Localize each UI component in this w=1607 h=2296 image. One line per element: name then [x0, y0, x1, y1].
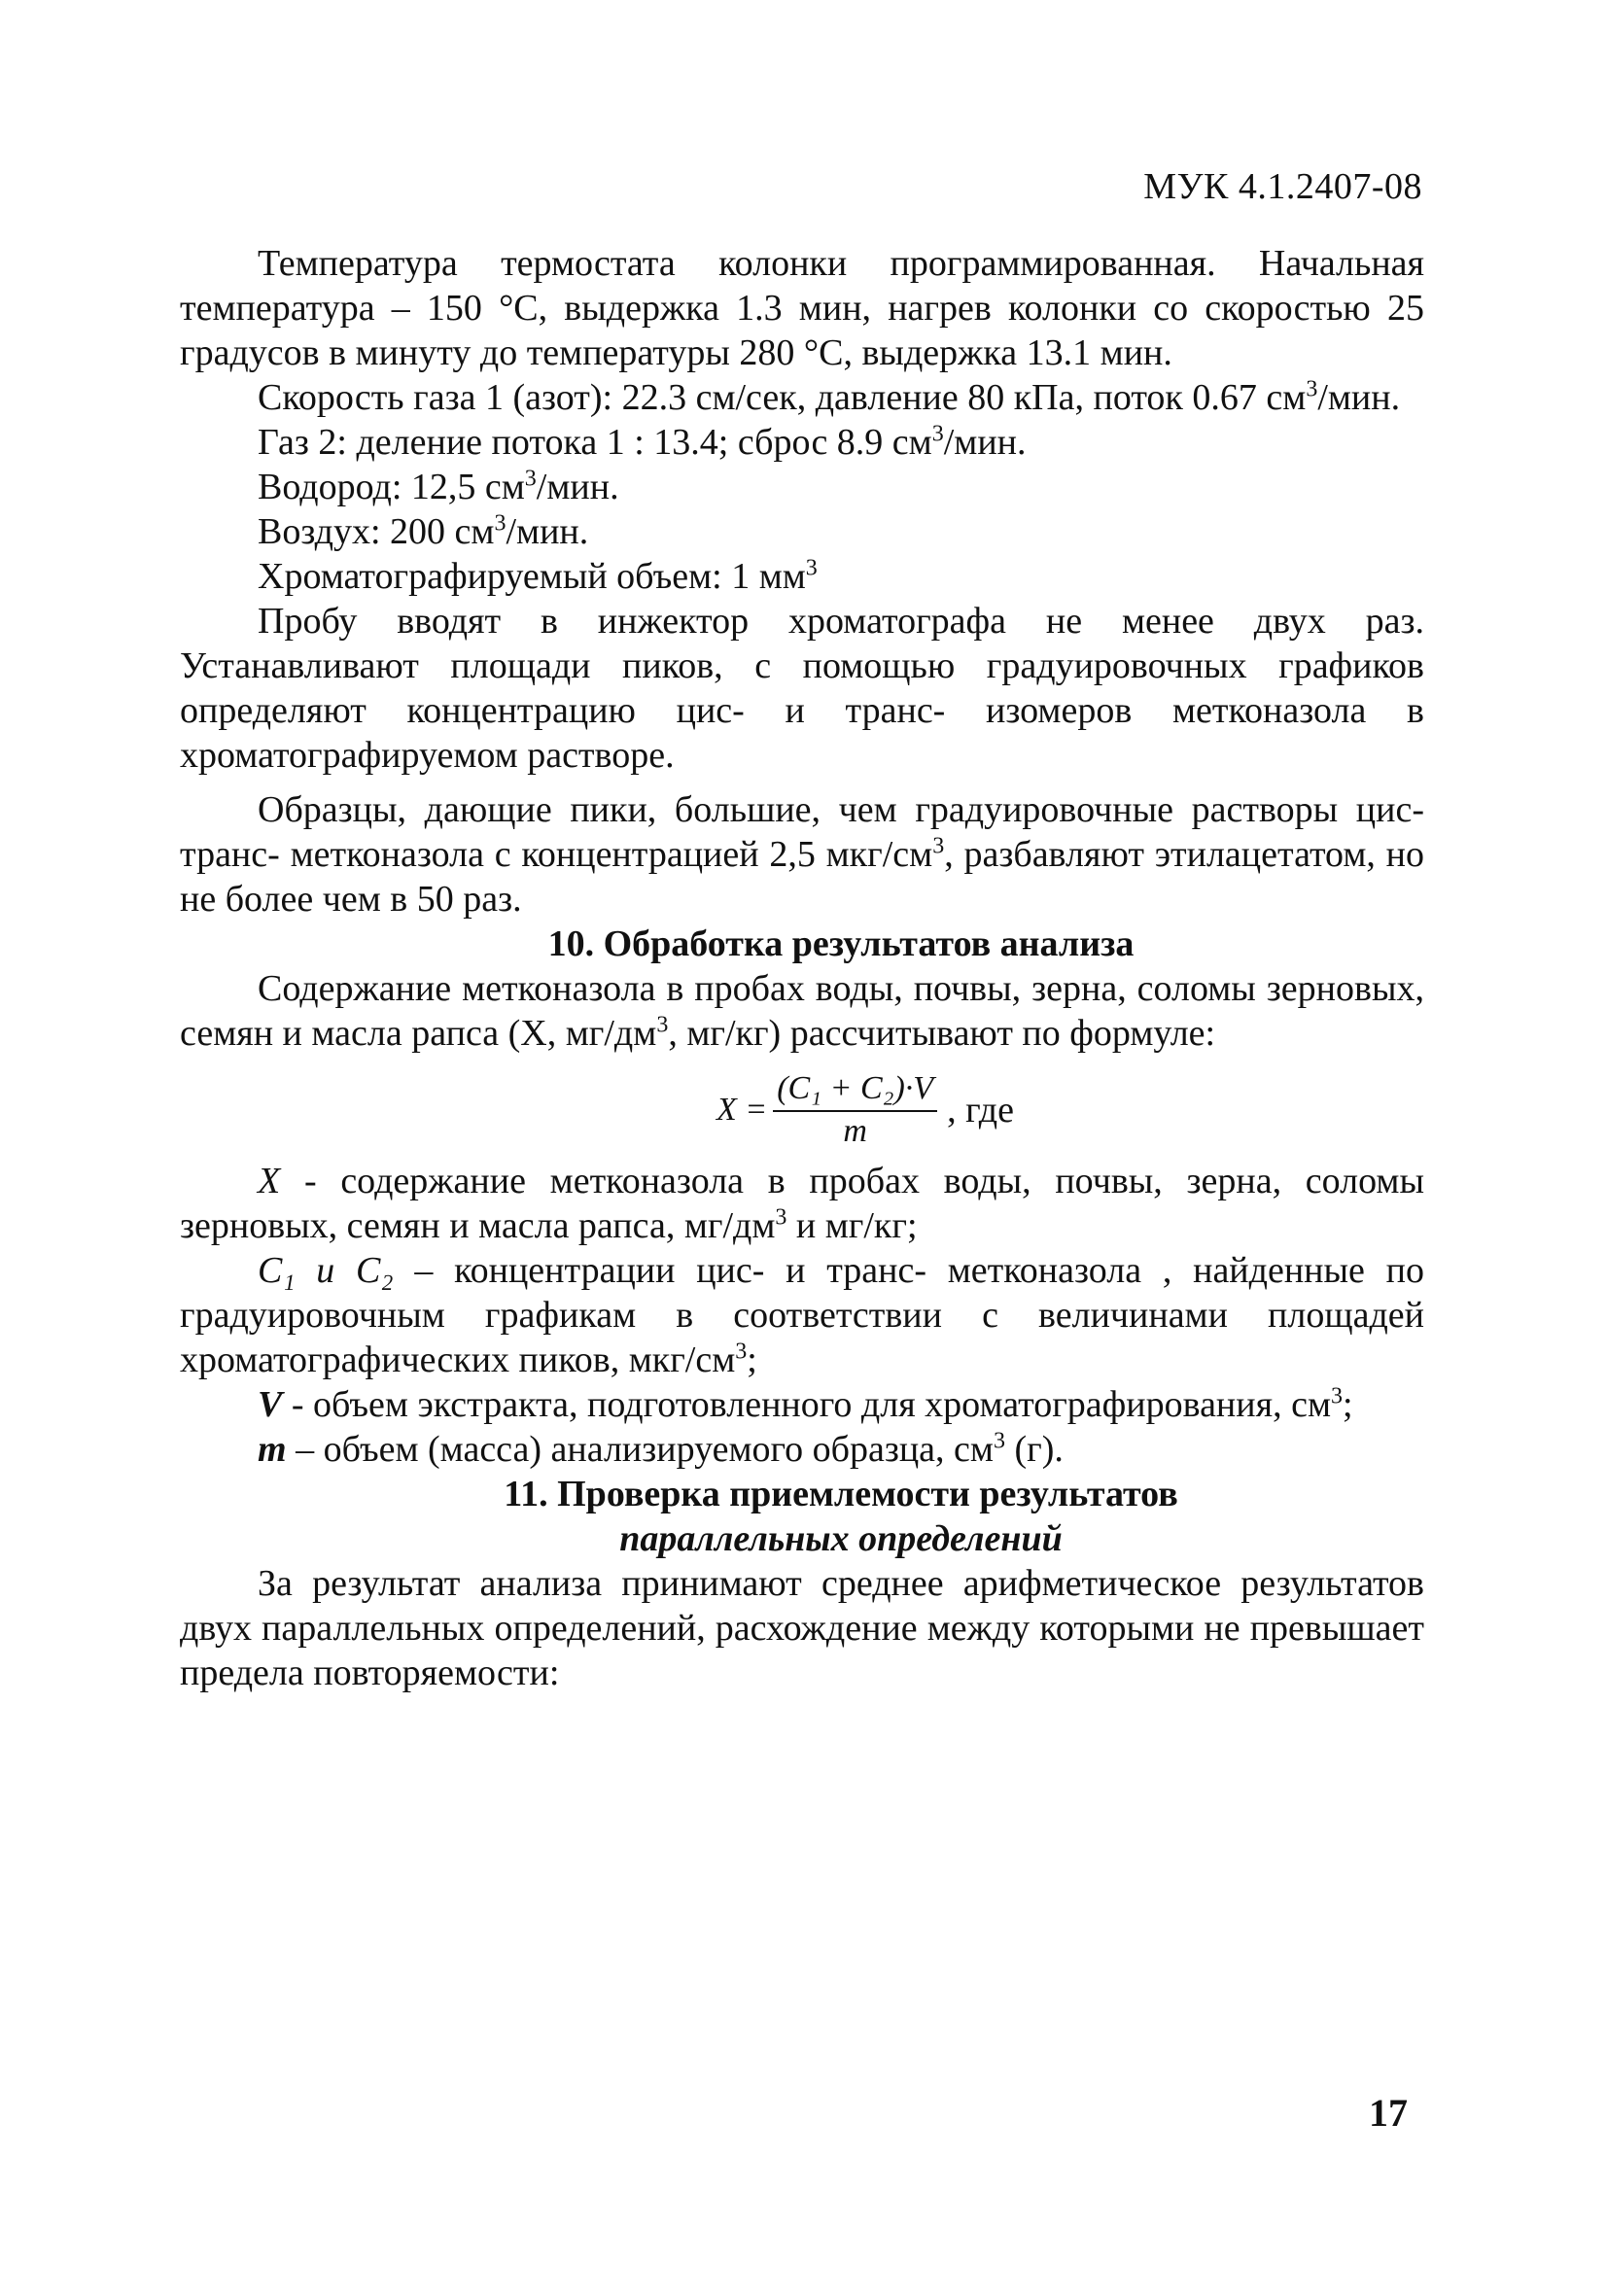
paragraph-hydrogen	[180, 465, 1424, 509]
air-tail: /мин.	[506, 511, 589, 552]
definition-x-var: X	[258, 1161, 281, 1201]
hydrogen-tail: /мин.	[536, 467, 619, 507]
superscript: 3	[775, 1204, 787, 1231]
definition-v-var: V	[258, 1384, 283, 1425]
formula-intro-text: Содержание метконазола в пробах воды, почвы, зерна, соломы зерновых, семян и масла рапса (Х, мг/дм	[180, 968, 1424, 1054]
definition-m-text: – объем (масса) анализируемого образца, см	[286, 1429, 994, 1470]
definition-x-tail: и мг/кг;	[786, 1205, 918, 1246]
paragraph-gas1	[180, 375, 1424, 420]
definition-x	[180, 1159, 1424, 1248]
formula-fraction	[773, 1069, 937, 1151]
definition-v	[180, 1382, 1424, 1427]
definition-c-tail: ;	[747, 1339, 757, 1380]
definition-c-var: C₁ и C₂	[258, 1250, 394, 1291]
superscript: 3	[805, 555, 818, 581]
paragraph-dilution	[180, 787, 1424, 922]
definition-v-text: - объем экстракта, подготовленного для хроматографирования, см	[282, 1384, 1331, 1425]
gas1-tail: /мин.	[1317, 377, 1401, 418]
definition-c	[180, 1248, 1424, 1382]
definition-x-text: - содержание метконазола в пробах воды, почвы, зерна, соломы зерновых, семян и масла рапса, мг/дм	[180, 1161, 1424, 1246]
paragraph-formula-intro	[180, 966, 1424, 1056]
paragraph-final: За результат анализа принимают среднее арифметическое результатов двух параллельных определений, расхождение между которыми не превышает предела повторяемости:	[180, 1563, 1424, 1693]
superscript: 3	[932, 833, 945, 859]
formula	[306, 1069, 1424, 1151]
formula-numerator: (C₁ + C₂)·V	[773, 1069, 937, 1112]
formula-intro-tail: , мг/кг) рассчитывают по формуле:	[668, 1013, 1216, 1054]
superscript: 3	[656, 1012, 669, 1038]
air-text: Воздух: 200 см	[258, 511, 495, 552]
paragraph-air	[180, 509, 1424, 554]
section-10-heading	[180, 922, 1424, 966]
gas2-text: Газ 2: деление потока 1 : 13.4; сброс 8.9 см	[258, 422, 932, 463]
hydrogen-text: Водород: 12,5 см	[258, 467, 525, 507]
superscript: 3	[494, 510, 507, 537]
superscript: 3	[993, 1428, 1005, 1454]
superscript: 3	[1331, 1383, 1343, 1409]
section-11-title-line2: параллельных определений	[619, 1518, 1063, 1559]
volume-text: Хроматографируемый объем: 1 мм	[258, 556, 806, 597]
gas2-tail: /мин.	[943, 422, 1027, 463]
definition-m	[180, 1427, 1424, 1472]
document-code: МУК 4.1.2407-08	[1143, 166, 1422, 207]
paragraph-temperature: Температура термостата колонки программированная. Начальная температура – 150 °С, выдержка 1.3 мин, нагрев колонки со скоростью 25 градусов в минуту до температуры 280 °С, выдержка 13.1 мин.	[180, 243, 1424, 373]
definition-c-text: – концентрации цис- и транс- метконазола , найденные по градуировочным графикам в соответствии с величинами площадей хроматографических пиков, мкг/см	[180, 1250, 1424, 1380]
superscript: 3	[735, 1339, 748, 1365]
document-body	[180, 241, 1424, 1695]
definition-m-var: m	[258, 1429, 287, 1470]
definition-v-tail: ;	[1343, 1384, 1353, 1425]
paragraph-gas2	[180, 420, 1424, 465]
section-11-title-line1: 11. Проверка приемлемости результатов	[504, 1474, 1178, 1514]
section-10-title: 10. Обработка результатов анализа	[547, 923, 1135, 964]
formula-where: , где	[947, 1090, 1014, 1131]
superscript: 3	[524, 466, 537, 492]
paragraph-volume	[180, 554, 1424, 599]
paragraph-injection: Пробу вводят в инжектор хроматографа не менее двух раз. Устанавливают площади пиков, с помощью градуировочных графиков определяют концентрацию цис- и транс- изомеров метконазола в хроматографируемом растворе.	[180, 601, 1424, 776]
page-number: 17	[1369, 2091, 1408, 2135]
definition-m-tail: (г).	[1004, 1429, 1064, 1470]
superscript: 3	[931, 421, 944, 447]
formula-denominator: m	[843, 1113, 867, 1149]
section-11-heading	[180, 1472, 1424, 1561]
superscript: 3	[1306, 376, 1318, 402]
formula-lhs: X =	[716, 1092, 768, 1128]
gas1-text: Скорость газа 1 (азот): 22.3 см/сек, давление 80 кПа, поток 0.67 см	[258, 377, 1307, 418]
dilution-text: Образцы, дающие пики, большие, чем градуировочные растворы цис- транс- метконазола с концентрацией 2,5 мкг/см	[180, 789, 1424, 875]
dilution-tail: , разбавляют этилацетатом, но не более чем в 50 раз.	[180, 834, 1424, 920]
